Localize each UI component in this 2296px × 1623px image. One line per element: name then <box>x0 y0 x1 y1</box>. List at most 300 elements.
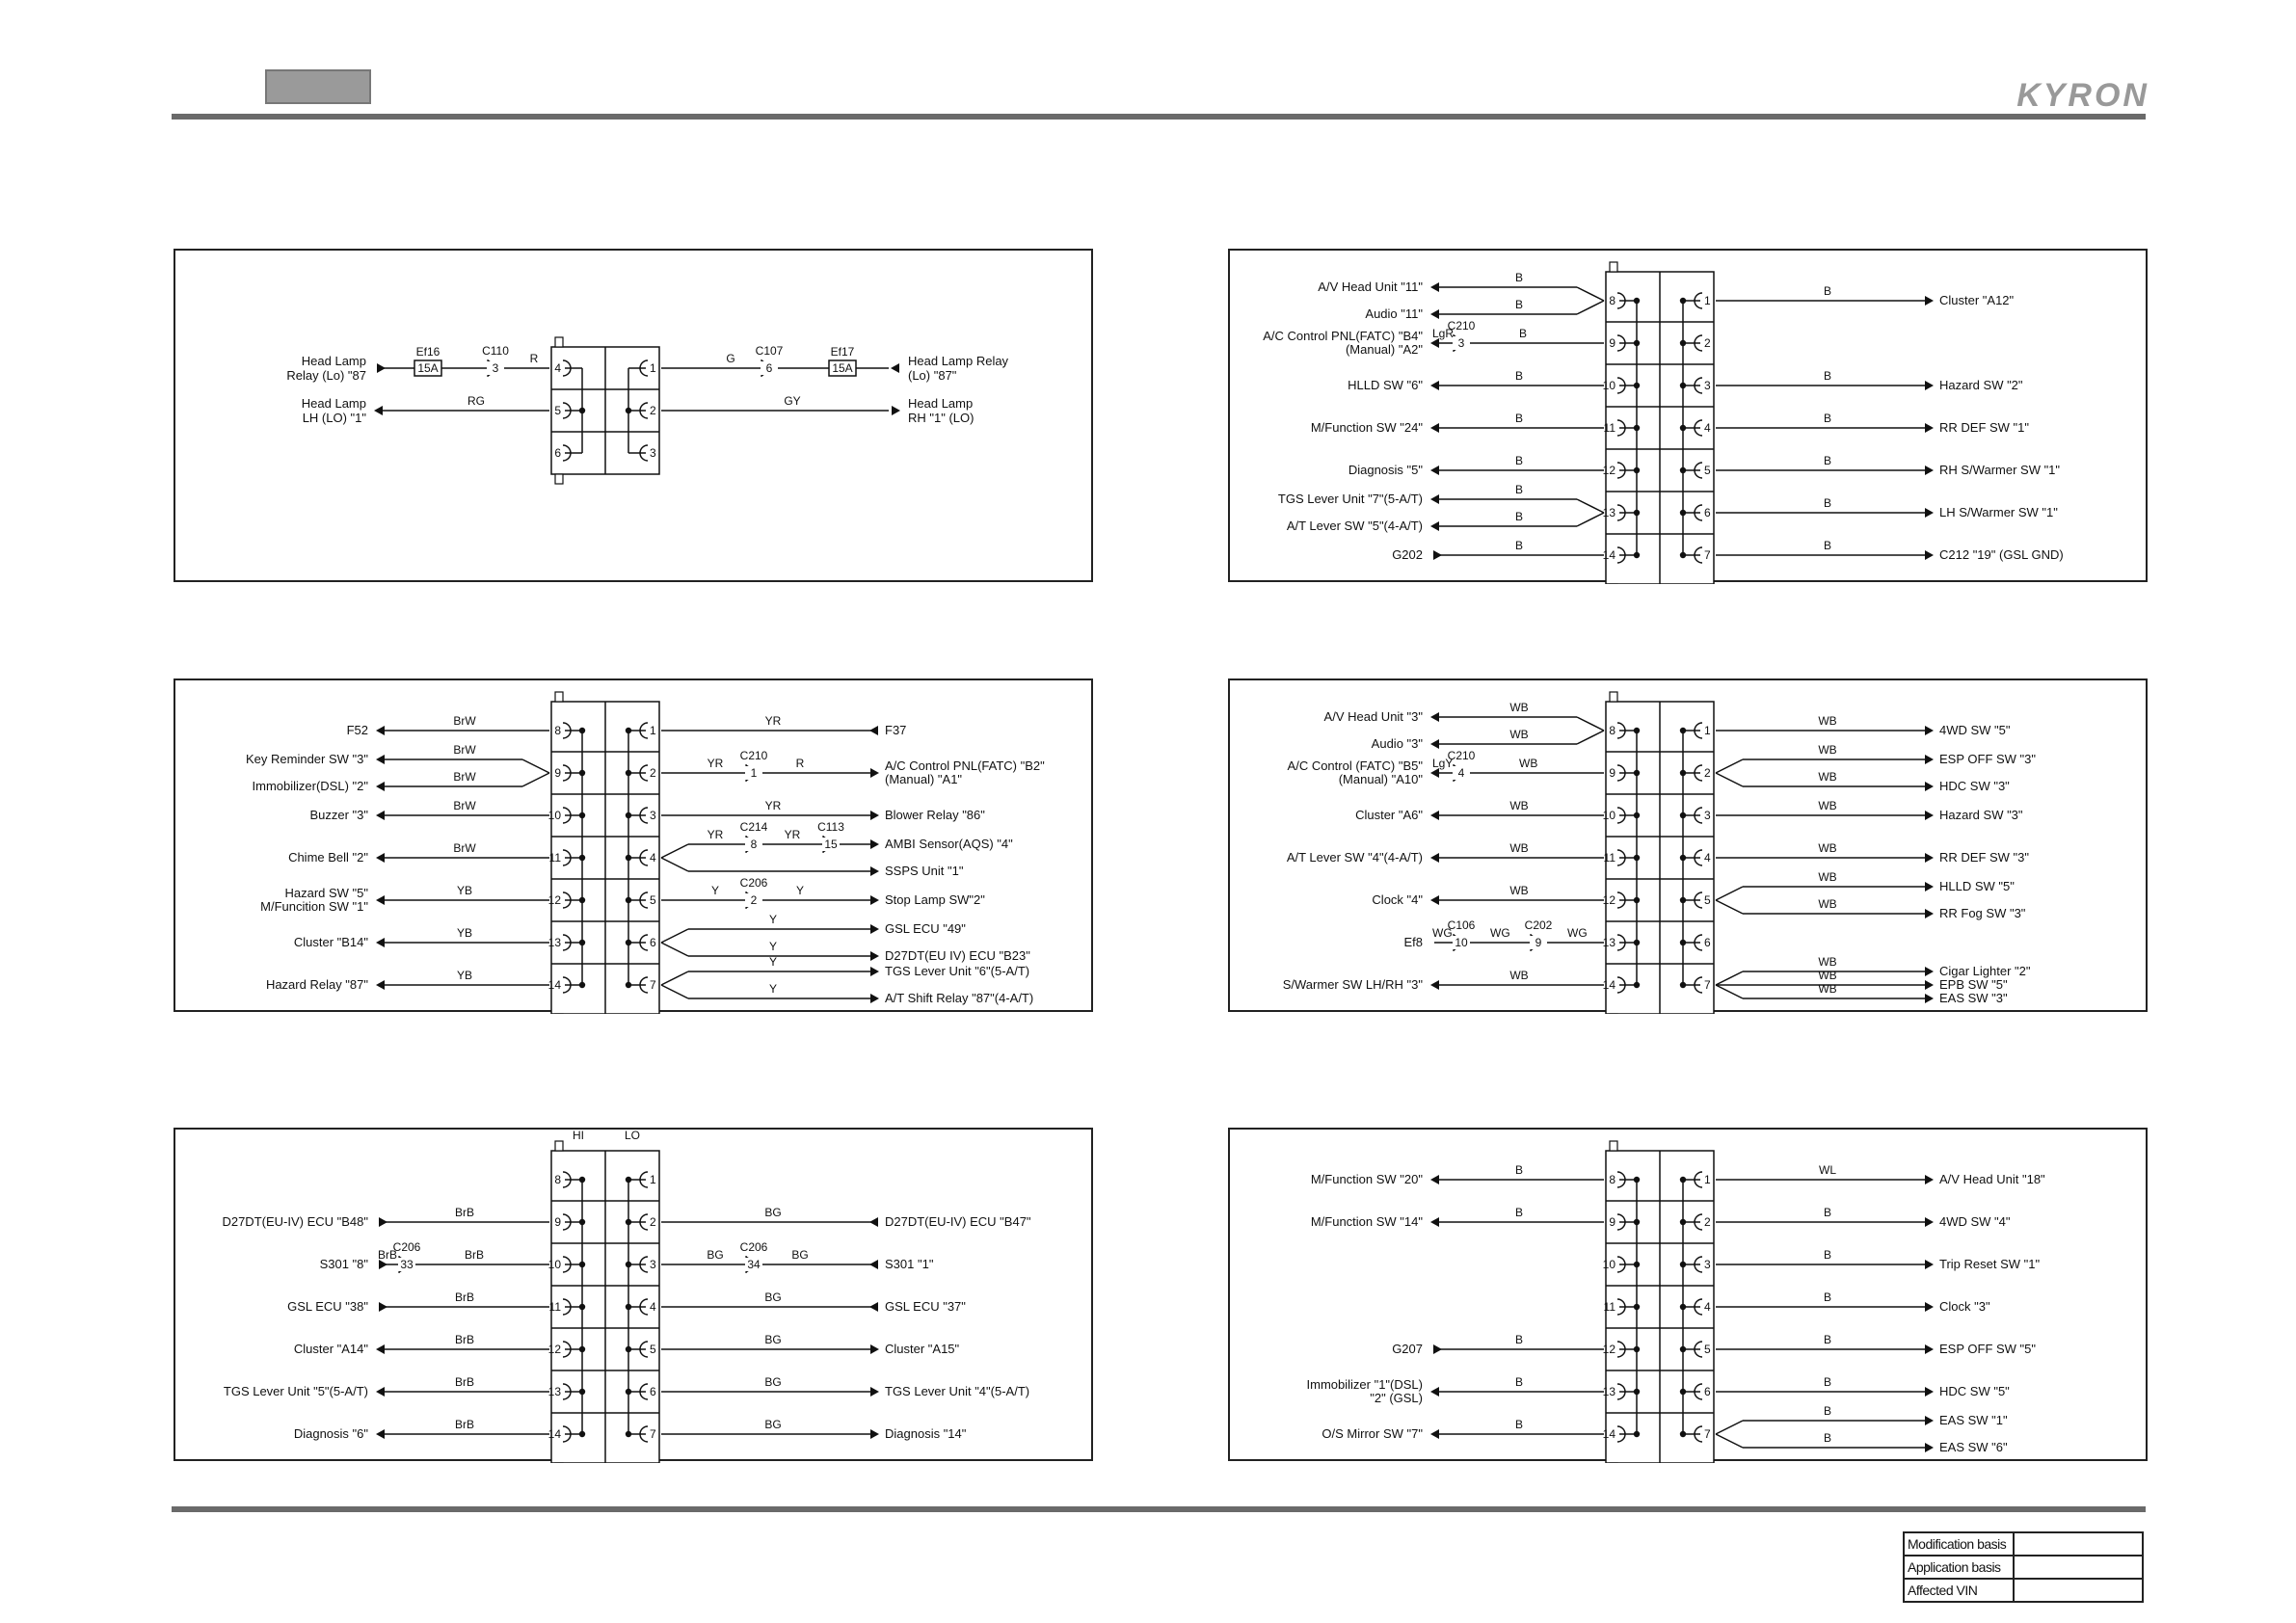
terminal-label: RR Fog SW "3" <box>1939 906 2026 920</box>
terminal-label: C212 "19" (GSL GND) <box>1939 547 2064 562</box>
pin-number: 1 <box>1704 1173 1711 1186</box>
splice-dot <box>1680 855 1686 861</box>
arrow-icon <box>376 1387 385 1397</box>
arrow-icon <box>892 406 900 415</box>
splice-dot <box>1634 425 1640 431</box>
terminal-label: S/Warmer SW LH/RH "3" <box>1282 977 1423 992</box>
terminal-label: F52 <box>346 723 368 737</box>
wire-color: WB <box>1509 701 1529 714</box>
terminal-label: A/V Head Unit "11" <box>1318 279 1423 294</box>
terminal-label: Hazard SW "2" <box>1939 378 2023 392</box>
splice-dot <box>1634 1346 1640 1352</box>
arrow-icon <box>1430 1217 1439 1227</box>
wire-color: B <box>1514 1375 1524 1389</box>
arrow-icon <box>376 1429 385 1439</box>
terminal-label: Cluster "A12" <box>1939 293 2015 307</box>
arrow-icon <box>376 726 385 735</box>
wire-color: Y <box>710 884 720 897</box>
wire-color: BG <box>791 1248 809 1262</box>
splice-dot <box>579 1304 585 1310</box>
wire-color: B <box>1823 1375 1832 1389</box>
arrow-icon <box>1430 980 1439 990</box>
terminal-label: Trip Reset SW "1" <box>1939 1257 2041 1271</box>
pin-number: 2 <box>650 404 656 417</box>
arrow-icon <box>870 839 879 849</box>
arrow-icon <box>870 768 879 778</box>
splice-dot <box>1680 770 1686 776</box>
wire-color: BG <box>764 1418 782 1431</box>
revision-info-table <box>1903 1531 2144 1603</box>
splice-dot <box>626 897 631 903</box>
pin-number: 10 <box>1602 1258 1615 1271</box>
terminal-label: A/T Shift Relay "87"(4-A/T) <box>885 991 1034 1005</box>
terminal-label: S301 "1" <box>885 1257 934 1271</box>
pin-number: 1 <box>1704 724 1711 737</box>
splice-dot <box>1634 1431 1640 1437</box>
wire-color: B <box>1823 412 1832 425</box>
info-label: Affected VIN <box>1904 1579 2014 1602</box>
arrow-icon <box>1925 1302 1934 1312</box>
wire-color: G <box>726 352 735 365</box>
pin-number: 12 <box>547 893 561 907</box>
joint-tab <box>555 337 563 347</box>
splice-dot <box>579 1431 585 1437</box>
wire <box>1577 731 1604 744</box>
wire-color: WG <box>1490 926 1510 940</box>
wire-color: Y <box>795 884 805 897</box>
wire-color: RG <box>467 394 485 408</box>
terminal-label: Blower Relay "86" <box>885 808 985 822</box>
splice-dot <box>626 855 631 861</box>
terminal-label: Head Lamp <box>301 396 366 411</box>
wire-color: BrB <box>454 1290 475 1304</box>
terminal-label: M/Function SW "14" <box>1310 1214 1423 1229</box>
joint-tab <box>555 474 563 484</box>
arrow-icon <box>1925 967 1934 976</box>
terminal-label: SSPS Unit "1" <box>885 864 964 878</box>
splice-dot <box>1680 298 1686 304</box>
wire-color: BG <box>764 1206 782 1219</box>
wire-color: YR <box>707 828 724 841</box>
arrow-icon <box>870 895 879 905</box>
diagram-panel-ground-b <box>1228 249 2148 582</box>
pin-number: 14 <box>547 978 561 992</box>
wire-color: WB <box>1818 841 1837 855</box>
wire-color: B <box>1519 327 1528 340</box>
wire-color: B <box>1823 1290 1832 1304</box>
splice-dot <box>579 770 585 776</box>
terminal-label: A/T Lever SW "4"(4-A/T) <box>1286 850 1423 865</box>
terminal-label: Cluster "B14" <box>293 935 368 949</box>
pin-number: 4 <box>554 361 561 375</box>
wire-color: BG <box>764 1375 782 1389</box>
arrow-icon <box>1925 1260 1934 1269</box>
terminal-label: A/C Control PNL(FATC) "B4" <box>1263 329 1423 343</box>
terminal-label: A/C Control PNL(FATC) "B2" <box>885 758 1045 773</box>
arrow-icon <box>1925 466 1934 475</box>
splice-dot <box>626 1431 631 1437</box>
arrow-icon <box>1925 882 1934 891</box>
info-row-modification <box>1904 1532 2143 1556</box>
terminal-label: Buzzer "3" <box>309 808 368 822</box>
fuse-rating: 15A <box>417 361 439 375</box>
terminal-label: GSL ECU "38" <box>287 1299 368 1314</box>
pin-number: 5 <box>554 404 561 417</box>
splice-dot <box>579 982 585 988</box>
wire-color: WG <box>1432 926 1453 940</box>
wire-color: B <box>1514 298 1524 311</box>
inline-connector-label: C110 <box>482 344 509 358</box>
info-value <box>2014 1579 2143 1602</box>
wire-color: WB <box>1509 884 1529 897</box>
arrow-icon <box>891 363 899 373</box>
splice-dot <box>1634 383 1640 388</box>
pin-number: 10 <box>1602 379 1615 392</box>
arrow-icon <box>1430 466 1439 475</box>
wire-color: WB <box>1818 799 1837 812</box>
terminal-label: RH S/Warmer SW "1" <box>1939 463 2061 477</box>
inline-connector-pin: 15 <box>824 838 838 851</box>
wire-color: BG <box>764 1290 782 1304</box>
fuse-rating: 15A <box>832 361 853 375</box>
terminal-label: D27DT(EU IV) ECU "B23" <box>885 948 1030 963</box>
pin-number: 2 <box>650 766 656 780</box>
terminal-label: O/S Mirror SW "7" <box>1322 1426 1423 1441</box>
arrow-icon <box>870 924 879 934</box>
splice-dot <box>1634 940 1640 945</box>
terminal-label: EPB SW "5" <box>1939 977 2008 992</box>
terminal-label: F37 <box>885 723 907 737</box>
wire-color: BrB <box>465 1248 485 1262</box>
wire-color: B <box>1823 284 1832 298</box>
terminal-label: G207 <box>1392 1342 1423 1356</box>
terminal-label: ESP OFF SW "3" <box>1939 752 2037 766</box>
splice-dot <box>626 940 631 945</box>
pin-number: 5 <box>1704 893 1711 907</box>
wire-color: B <box>1514 454 1524 467</box>
wire-color: BG <box>764 1333 782 1346</box>
pin-number: 7 <box>650 1427 656 1441</box>
wire-color: B <box>1823 496 1832 510</box>
wire <box>1716 759 1743 773</box>
inline-connector-label: C210 <box>739 749 768 762</box>
pin-number: 13 <box>1602 936 1615 949</box>
arrow-icon <box>1925 994 1934 1003</box>
terminal-label: TGS Lever Unit "5"(5-A/T) <box>223 1384 368 1398</box>
arrow-icon <box>1430 1429 1439 1439</box>
splice-dot <box>579 897 585 903</box>
splice-dot <box>1634 340 1640 346</box>
arrow-icon <box>376 1344 385 1354</box>
arrow-icon <box>376 782 385 791</box>
wire-color: B <box>1514 1206 1524 1219</box>
wire-color: WL <box>1819 1163 1836 1177</box>
pin-number: 6 <box>554 446 561 460</box>
terminal-label: A/C Control (FATC) "B5" <box>1287 758 1423 773</box>
terminal-label: Hazard SW "3" <box>1939 808 2023 822</box>
terminal-label: TGS Lever Unit "4"(5-A/T) <box>885 1384 1030 1398</box>
pin-number: 14 <box>1602 548 1615 562</box>
wire-color: Y <box>768 940 778 953</box>
wire <box>1716 1421 1743 1434</box>
arrow-icon <box>1925 980 1934 990</box>
wire-color: WB <box>1818 982 1837 996</box>
splice-dot <box>1634 728 1640 733</box>
splice-dot <box>1680 1177 1686 1183</box>
arrow-icon <box>1430 895 1439 905</box>
terminal-label: Ef8 <box>1403 935 1423 949</box>
wire <box>1716 887 1743 900</box>
wire-color: WB <box>1818 897 1837 911</box>
terminal-label: Audio "11" <box>1365 306 1423 321</box>
info-value <box>2014 1532 2143 1556</box>
arrow-icon <box>1430 309 1439 319</box>
arrow-icon <box>869 1302 878 1312</box>
arrow-icon <box>379 1217 387 1227</box>
wire <box>1716 900 1743 914</box>
arrow-icon <box>869 1217 878 1227</box>
terminal-label: D27DT(EU-IV) ECU "B47" <box>885 1214 1031 1229</box>
pin-number: 6 <box>1704 1385 1711 1398</box>
arrow-icon <box>1430 381 1439 390</box>
pin-number: 3 <box>1704 379 1711 392</box>
terminal-label: RR DEF SW "1" <box>1939 420 2030 435</box>
inline-connector-pin: 3 <box>1457 336 1465 350</box>
wire <box>1577 513 1604 526</box>
inline-connector-label: C210 <box>1447 749 1476 762</box>
wire <box>1716 985 1743 998</box>
wire-color: B <box>1823 369 1832 383</box>
splice-dot <box>1680 340 1686 346</box>
pin-number: 3 <box>1704 809 1711 822</box>
wire-color: WB <box>1818 743 1837 757</box>
wire-color: YR <box>764 714 782 728</box>
arrow-icon <box>1925 853 1934 863</box>
arrow-icon <box>1430 853 1439 863</box>
pin-number: 2 <box>1704 336 1711 350</box>
arrow-icon <box>1433 1344 1442 1354</box>
wire-color: WB <box>1818 870 1837 884</box>
inline-connector-label: C107 <box>755 344 784 358</box>
terminal-label: Immobilizer "1"(DSL) <box>1306 1377 1423 1392</box>
wire-color: B <box>1514 539 1524 552</box>
terminal-label: Head Lamp <box>908 396 974 411</box>
arrow-icon <box>1925 1217 1934 1227</box>
wire <box>1716 1434 1743 1448</box>
wire-color: Y <box>768 955 778 969</box>
terminal-label: GSL ECU "37" <box>885 1299 966 1314</box>
terminal-label: TGS Lever Unit "6"(5-A/T) <box>885 964 1030 978</box>
splice-dot <box>1634 855 1640 861</box>
wire-color: WB <box>1509 799 1529 812</box>
arrow-icon <box>870 994 879 1003</box>
wire-color: R <box>795 757 805 770</box>
pin-number: 7 <box>1704 978 1711 992</box>
splice-dot <box>1634 812 1640 818</box>
terminal-label: M/Funcition SW "1" <box>260 899 368 914</box>
terminal-label: Diagnosis "5" <box>1348 463 1423 477</box>
wire-color: WB <box>1519 757 1538 770</box>
splice-dot <box>1680 940 1686 945</box>
pin-number: 11 <box>1603 851 1615 865</box>
pin-number: 3 <box>650 809 656 822</box>
splice-dot <box>1634 1304 1640 1310</box>
inline-connector-pin: 8 <box>750 838 758 851</box>
arrow-icon <box>1430 712 1439 722</box>
arrow-icon <box>1430 494 1439 504</box>
terminal-label: Clock "4" <box>1372 892 1423 907</box>
inline-connector-label: C206 <box>739 1240 768 1254</box>
arrow-icon <box>1925 782 1934 791</box>
pin-number: 3 <box>650 1258 656 1271</box>
pin-number: 9 <box>1609 336 1615 350</box>
arrow-icon <box>1925 550 1934 560</box>
wire <box>1577 287 1604 301</box>
splice-dot <box>626 1219 631 1225</box>
pin-number: 10 <box>1602 809 1615 822</box>
wire-color: BrW <box>453 770 476 784</box>
wire <box>1577 499 1604 513</box>
terminal-label: Stop Lamp SW"2" <box>885 892 985 907</box>
pin-number: 2 <box>1704 1215 1711 1229</box>
terminal-label: (Manual) "A2" <box>1345 342 1423 357</box>
pin-number: 4 <box>1704 1300 1711 1314</box>
terminal-label: RH "1" (LO) <box>908 411 974 425</box>
pin-number: 12 <box>1602 464 1615 477</box>
inline-connector-label: C202 <box>1524 918 1553 932</box>
pin-number: 5 <box>650 1343 656 1356</box>
arrow-icon <box>1925 1443 1934 1452</box>
wire-color: B <box>1823 454 1832 467</box>
terminal-label: GSL ECU "49" <box>885 921 966 936</box>
arrow-icon <box>870 866 879 876</box>
splice-dot <box>1680 1262 1686 1267</box>
pin-number: 12 <box>1602 893 1615 907</box>
pin-number: 6 <box>1704 936 1711 949</box>
pin-number: 8 <box>1609 294 1615 307</box>
info-row-vin <box>1904 1579 2143 1602</box>
terminal-label: HLLD SW "5" <box>1939 879 2015 893</box>
terminal-label: (Lo) "87" <box>908 368 957 383</box>
arrow-icon <box>1925 1344 1934 1354</box>
arrow-icon <box>870 951 879 961</box>
pin-number: 8 <box>554 1173 561 1186</box>
pin-number: 6 <box>650 1385 656 1398</box>
wire <box>661 858 688 871</box>
terminal-label: A/V Head Unit "18" <box>1939 1172 2045 1186</box>
splice-dot <box>1680 467 1686 473</box>
splice-dot <box>1680 552 1686 558</box>
inline-connector-pin: 33 <box>400 1258 414 1271</box>
pin-number: 9 <box>554 1215 561 1229</box>
wire-color: WB <box>1818 955 1837 969</box>
wire-color: BrB <box>454 1375 475 1389</box>
splice-dot <box>579 855 585 861</box>
pin-number: 14 <box>547 1427 561 1441</box>
arrow-icon <box>1430 521 1439 531</box>
inline-connector-pin: 9 <box>1535 936 1542 949</box>
terminal-label: ESP OFF SW "5" <box>1939 1342 2037 1356</box>
wire-color: BrW <box>453 841 476 855</box>
arrow-icon <box>870 811 879 820</box>
wire-color: BrW <box>453 799 476 812</box>
wire-color: WB <box>1509 969 1529 982</box>
splice-dot <box>579 812 585 818</box>
terminal-label: Hazard SW "5" <box>284 886 368 900</box>
wire <box>1716 773 1743 786</box>
splice-dot <box>1680 1304 1686 1310</box>
joint-tab <box>1610 692 1617 702</box>
arrow-icon <box>1430 282 1439 292</box>
terminal-label: Cluster "A14" <box>293 1342 368 1356</box>
splice-dot <box>626 812 631 818</box>
wire-color: B <box>1823 1404 1832 1418</box>
arrow-icon <box>1430 811 1439 820</box>
arrow-icon <box>1433 550 1442 560</box>
pin-number: 9 <box>1609 1215 1615 1229</box>
terminal-label: EAS SW "6" <box>1939 1440 2008 1454</box>
wire-color: WB <box>1509 728 1529 741</box>
splice-dot <box>1634 982 1640 988</box>
wire-color: B <box>1823 1206 1832 1219</box>
splice-dot <box>626 770 631 776</box>
splice-dot <box>1634 1389 1640 1395</box>
brand-logo: KYRON <box>2016 77 2149 114</box>
terminal-label: LH (LO) "1" <box>302 411 366 425</box>
wire-color: B <box>1514 271 1524 284</box>
wire-color: WG <box>1567 926 1588 940</box>
arrow-icon <box>870 967 879 976</box>
pin-number: 4 <box>1704 421 1711 435</box>
arrow-icon <box>870 1429 879 1439</box>
joint-tab <box>555 1141 563 1151</box>
pin-number: 11 <box>1603 421 1615 435</box>
splice-dot <box>626 1389 631 1395</box>
splice-dot <box>1680 383 1686 388</box>
splice-dot <box>626 1262 631 1267</box>
inline-connector-label: C206 <box>739 876 768 890</box>
splice-dot <box>1680 897 1686 903</box>
terminal-label: RR DEF SW "3" <box>1939 850 2030 865</box>
pin-number: 5 <box>1704 1343 1711 1356</box>
terminal-label: EAS SW "3" <box>1939 991 2008 1005</box>
wire-color: YB <box>456 884 473 897</box>
wire-color: YR <box>707 757 724 770</box>
terminal-label: Hazard Relay "87" <box>265 977 368 992</box>
inline-connector-pin: 10 <box>1455 936 1468 949</box>
terminal-label: A/V Head Unit "3" <box>1323 709 1423 724</box>
arrow-icon <box>376 895 385 905</box>
arrow-icon <box>1430 423 1439 433</box>
splice-dot <box>1680 1346 1686 1352</box>
wire-color: B <box>1514 369 1524 383</box>
terminal-label: HDC SW "5" <box>1939 1384 2010 1398</box>
pin-number: 13 <box>1602 506 1615 519</box>
wire-color: LgY <box>1432 757 1454 770</box>
wire-color: WB <box>1509 841 1529 855</box>
pin-number: 1 <box>650 1173 656 1186</box>
inline-connector-label: C106 <box>1447 918 1476 932</box>
arrow-icon <box>376 980 385 990</box>
splice-dot <box>626 728 631 733</box>
terminal-label: Relay (Lo) "87 <box>286 368 366 383</box>
wire-color: R <box>529 352 539 365</box>
terminal-label: AMBI Sensor(AQS) "4" <box>885 837 1013 851</box>
splice-dot <box>579 1389 585 1395</box>
pin-number: 13 <box>547 936 561 949</box>
wire-color: YR <box>764 799 782 812</box>
wire-color: BrB <box>454 1418 475 1431</box>
